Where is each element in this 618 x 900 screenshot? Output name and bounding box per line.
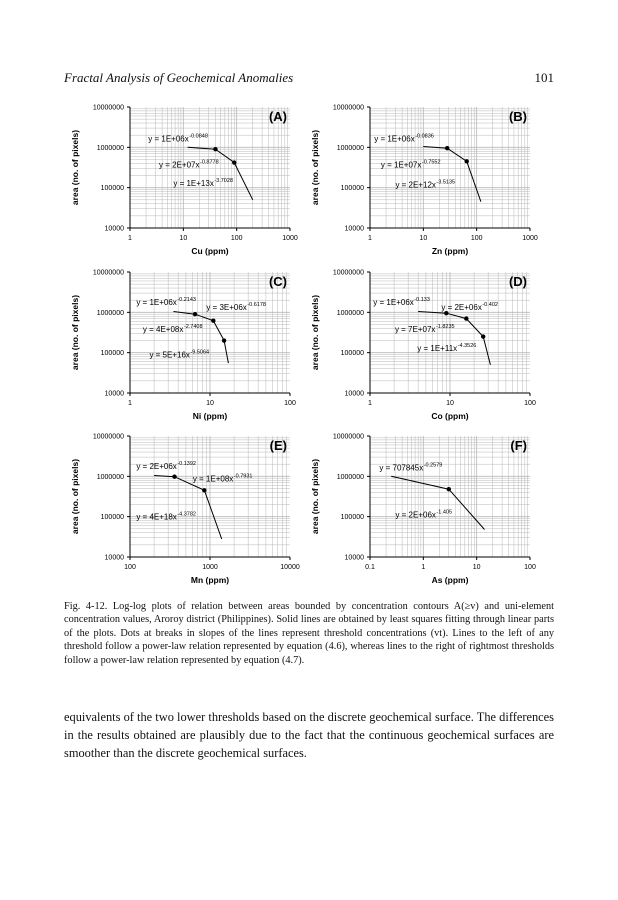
equation-label: y = 2E+12x: [395, 180, 436, 190]
y-tick-label: 100000: [340, 514, 364, 522]
y-tick-label: 1000000: [96, 309, 124, 317]
y-tick-label: 10000000: [92, 433, 124, 441]
equation-exponent: -3.5135: [436, 179, 456, 186]
equation-label: y = 1E+11x: [417, 343, 458, 353]
x-axis-title: Co (ppm): [431, 411, 469, 421]
panel-letter: (A): [268, 109, 287, 124]
equation-exponent: -0.8778: [200, 159, 219, 166]
equation-exponent: -0.0848: [189, 133, 208, 140]
equation-label: y = 2E+07x: [159, 160, 200, 170]
threshold-dot: [202, 488, 206, 492]
equation-exponent: -0.6178: [247, 301, 266, 308]
y-tick-label: 1000000: [336, 473, 364, 481]
x-tick-label: 100: [230, 235, 243, 242]
chart-panel-a: [70, 105, 298, 257]
fit-line: [188, 147, 253, 200]
panel-letter: (E): [269, 438, 287, 453]
equation-label: y = 1E+06x: [148, 134, 189, 144]
equation-label: y = 7E+07x: [394, 324, 436, 334]
fit-line: [423, 147, 481, 202]
y-tick-label: 10000000: [92, 104, 124, 112]
y-tick-label: 100000: [340, 350, 364, 358]
equation-exponent: -0.1392: [177, 461, 196, 468]
threshold-dot: [447, 487, 451, 491]
equation-exponent: -0.2143: [177, 297, 196, 304]
equation-exponent: -0.7931: [233, 473, 253, 480]
equation-label: y = 1E+08x: [192, 474, 234, 484]
y-tick-label: 10000000: [92, 269, 124, 277]
running-title: Fractal Analysis of Geochemical Anomalies: [64, 70, 294, 85]
x-tick-label: 1000: [282, 235, 298, 242]
x-tick-label: 100: [524, 564, 536, 571]
equation-label: y = 4E+18x: [136, 512, 177, 522]
equation-exponent: -9.5064: [190, 349, 210, 356]
y-tick-label: 1000000: [96, 473, 124, 481]
y-tick-label: 100000: [100, 514, 124, 522]
y-tick-label: 10000: [104, 390, 124, 398]
chart-panel-d: [310, 270, 536, 422]
equation-exponent: -0.2579: [423, 462, 443, 469]
equation-label: y = 4E+08x: [142, 324, 184, 334]
y-tick-label: 1000000: [336, 144, 364, 152]
threshold-dot: [481, 334, 485, 338]
equation-exponent: -0.402: [482, 301, 498, 308]
y-tick-label: 100000: [340, 185, 364, 193]
equation-exponent: -0.0836: [415, 133, 434, 140]
threshold-dot: [213, 147, 217, 151]
panel-letter: (D): [508, 274, 527, 289]
threshold-dot: [222, 338, 226, 342]
y-tick-label: 1000000: [336, 309, 364, 317]
panel-letter: (C): [268, 274, 287, 289]
x-tick-label: 100: [524, 400, 536, 407]
running-header: [64, 70, 554, 86]
chart-panel-b: [310, 105, 538, 257]
x-tick-label: 0.1: [365, 564, 375, 571]
equation-exponent: -4.3526: [457, 342, 477, 349]
x-tick-label: 10: [206, 400, 214, 407]
equation-label: y = 5E+16x: [149, 350, 190, 360]
y-axis-title: area (no. of pixels): [70, 294, 80, 371]
y-tick-label: 10000000: [332, 104, 364, 112]
y-axis-title: area (no. of pixels): [310, 294, 320, 371]
y-axis-title: area (no. of pixels): [310, 458, 320, 535]
equation-exponent: -0.7552: [421, 159, 441, 166]
x-axis-title: Mn (ppm): [190, 575, 230, 585]
x-tick-label: 1000: [522, 235, 538, 242]
y-tick-label: 10000: [104, 225, 124, 233]
threshold-dot: [464, 159, 468, 163]
x-tick-label: 10000: [280, 564, 300, 571]
fit-line: [391, 476, 484, 529]
x-axis-title: Cu (ppm): [191, 246, 229, 256]
y-tick-label: 10000000: [332, 433, 364, 441]
y-tick-label: 10000: [344, 225, 364, 233]
equation-label: y = 707845x: [379, 463, 424, 473]
y-tick-label: 10000: [344, 390, 364, 398]
y-tick-label: 1000000: [96, 144, 124, 152]
threshold-dot: [172, 474, 176, 478]
x-axis-title: Ni (ppm): [192, 411, 228, 421]
equation-label: y = 2E+06x: [395, 510, 436, 520]
panel-letter: (B): [508, 109, 527, 124]
threshold-dot: [464, 316, 468, 320]
y-tick-label: 10000: [344, 554, 364, 562]
equation-label: y = 1E+06x: [373, 298, 414, 308]
threshold-dot: [193, 312, 197, 316]
x-tick-label: 1000: [202, 564, 218, 571]
threshold-dot: [211, 319, 215, 323]
page-number: 101: [534, 70, 554, 85]
x-axis-title: As (ppm): [431, 575, 469, 585]
equation-exponent: -4.3782: [177, 511, 196, 518]
equation-exponent: -1.8235: [435, 323, 455, 330]
equation-label: y = 1E+06x: [374, 134, 415, 144]
x-tick-label: 1: [128, 400, 132, 407]
equation-label: y = 2E+06x: [441, 302, 482, 312]
y-tick-label: 10000000: [332, 269, 364, 277]
x-tick-label: 10: [419, 235, 428, 242]
y-axis-title: area (no. of pixels): [70, 458, 80, 535]
chart-panel-e: [70, 434, 300, 586]
x-axis-title: Zn (ppm): [431, 246, 469, 256]
figure-caption: Fig. 4-12. Log-log plots of relation between areas bounded by concentration contours A(≥v) and uni-element concentration values, Aroroy district (Philippines). Solid lines are obtained by least squares fitting through linear parts of the plots. Dots at breaks in slopes of the lines represent threshold concentrations (vt). Lines to the left of any threshold follow a power-law relation represented by equation (4.6), whereas lines to the right of rightmost thresholds follow a power-law relation represented by equation (4.7).: [64, 601, 554, 666]
equation-exponent: -2.7408: [183, 323, 203, 330]
equation-label: y = 1E+13x: [173, 178, 214, 188]
x-tick-label: 100: [124, 564, 136, 571]
fit-line: [154, 476, 222, 540]
x-tick-label: 1: [421, 564, 426, 571]
y-tick-label: 10000: [104, 554, 124, 562]
y-axis-title: area (no. of pixels): [70, 129, 80, 206]
x-tick-label: 10: [446, 400, 454, 407]
equation-label: y = 1E+07x: [380, 160, 422, 170]
x-tick-label: 1: [368, 235, 372, 242]
x-tick-label: 10: [179, 235, 188, 242]
x-tick-label: 100: [470, 235, 483, 242]
x-tick-label: 10: [472, 564, 481, 571]
x-tick-label: 1: [128, 235, 132, 242]
chart-panel-c: [70, 270, 296, 422]
equation-exponent: -1.405: [436, 509, 453, 516]
y-axis-title: area (no. of pixels): [310, 129, 320, 206]
threshold-dot: [232, 160, 236, 164]
y-tick-label: 100000: [100, 350, 124, 358]
x-tick-label: 1: [368, 400, 372, 407]
y-tick-label: 100000: [100, 185, 124, 193]
equation-label: y = 2E+06x: [136, 462, 177, 472]
chart-panel-f: [310, 434, 536, 586]
figure-plots: [0, 96, 618, 596]
equation-label: y = 1E+06x: [136, 298, 177, 308]
equation-exponent: -0.133: [414, 297, 430, 304]
panel-letter: (F): [510, 438, 527, 453]
threshold-dot: [445, 146, 449, 150]
x-tick-label: 100: [284, 400, 296, 407]
equation-label: y = 3E+06x: [206, 302, 247, 312]
body-paragraph: equivalents of the two lower thresholds based on the discrete geochemical surface. The differences in the results obtained are plausibly due to the fact that the continuous geochemical surfaces are smoother than the discrete geochemical surfaces.: [64, 710, 554, 760]
equation-exponent: -3.7028: [214, 177, 233, 184]
